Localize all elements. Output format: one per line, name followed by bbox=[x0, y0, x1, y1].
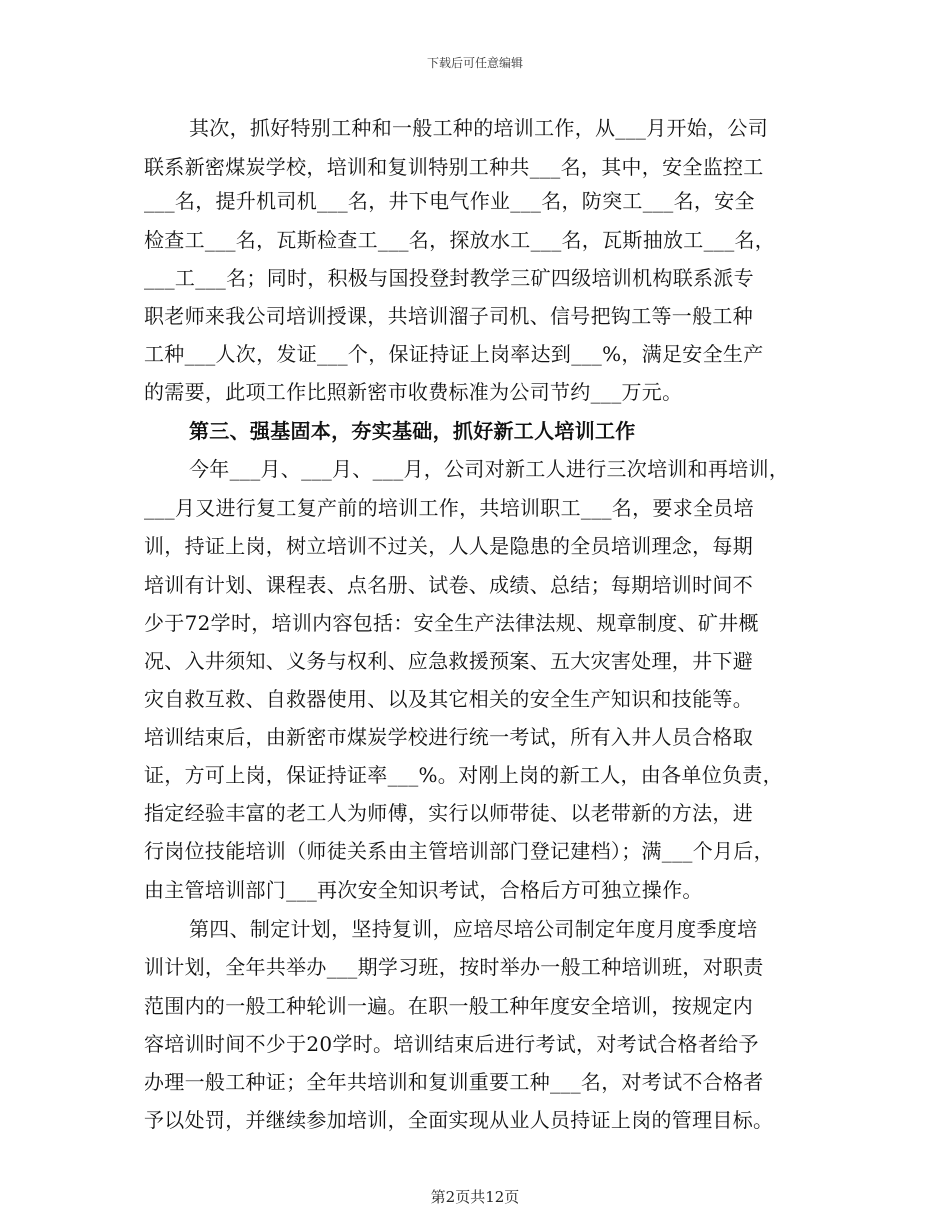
paragraph-line: 其次，抓好特别工种和一般工种的培训工作，从___月开始，公司 bbox=[189, 116, 768, 140]
paragraph-line: 工种___人次，发证___个，保证持证上岗率达到___%，满足安全生产 bbox=[144, 342, 764, 366]
paragraph-line: 范围内的一般工种轮训一遍。在职一般工种年度安全培训，按规定内 bbox=[144, 994, 753, 1018]
paragraph-line: 培训结束后，由新密市煤炭学校进行统一考试，所有入井人员合格取 bbox=[144, 725, 753, 749]
paragraph-line: 职老师来我公司培训授课，共培训溜子司机、信号把钩工等一般工种 bbox=[144, 304, 753, 328]
section-heading: 第三、强基固本，夯实基础，抓好新工人培训工作 bbox=[189, 419, 636, 443]
paragraph-line: 容培训时间不少于20学时。培训结束后进行考试，对考试合格者给予 bbox=[144, 1032, 759, 1056]
paragraph-line: 训，持证上岗，树立培训不过关，人人是隐患的全员培训理念，每期 bbox=[144, 534, 753, 558]
paragraph-line: 证，方可上岗，保证持证率___%。对刚上岗的新工人，由各单位负责， bbox=[144, 763, 783, 787]
paragraph-line: 行岗位技能培训（师徒关系由主管培训部门登记建档）；满___个月后， bbox=[144, 839, 774, 863]
paragraph-line: 培训有计划、课程表、点名册、试卷、成绩、总结；每期培训时间不 bbox=[144, 573, 753, 597]
paragraph-line: 检查工___名，瓦斯检查工___名，探放水工___名，瓦斯抽放工___名， bbox=[144, 228, 776, 252]
paragraph-line: 办理一般工种证；全年共培训和复训重要工种___名，对考试不合格者 bbox=[144, 1070, 764, 1094]
page-header: 下载后可任意编辑 bbox=[426, 56, 523, 70]
paragraph-line: 今年___月、___月、___月，公司对新工人进行三次培训和再培训， bbox=[189, 457, 790, 481]
paragraph-line: 由主管培训部门___再次安全知识考试，合格后方可独立操作。 bbox=[144, 878, 703, 902]
paragraph-line: ___工___名；同时，积极与国投登封教学三矿四级培训机构联系派专 bbox=[144, 266, 754, 290]
paragraph-line: 予以处罚，并继续参加培训，全面实现从业人员持证上岗的管理目标。 bbox=[144, 1108, 774, 1132]
paragraph-line: 灾自救互救、自救器使用、以及其它相关的安全生产知识和技能等。 bbox=[144, 687, 753, 711]
paragraph-line: ___名，提升机司机___名，井下电气作业___名，防突工___名，安全 bbox=[144, 189, 755, 213]
paragraph-line: 训计划，全年共举办___期学习班，按时举办一般工种培训班，对职责 bbox=[144, 955, 764, 979]
paragraph-line: 联系新密煤炭学校，培训和复训特别工种共___名，其中，安全监控工 bbox=[144, 155, 764, 179]
paragraph-line: 少于72学时，培训内容包括：安全生产法律法规、规章制度、矿井概 bbox=[144, 611, 759, 635]
paragraph-line: 的需要，此项工作比照新密市收费标准为公司节约___万元。 bbox=[144, 380, 683, 404]
page-footer: 第2页共12页 bbox=[430, 1188, 520, 1206]
paragraph-line: ___月又进行复工复产前的培训工作，共培训职工___名，要求全员培 bbox=[144, 496, 754, 520]
paragraph-line: 第四、制定计划，坚持复训，应培尽培公司制定年度月度季度培 bbox=[189, 917, 758, 941]
paragraph-line: 指定经验丰富的老工人为师傅，实行以师带徒、以老带新的方法，进 bbox=[144, 801, 753, 825]
paragraph-line: 况、入井须知、义务与权利、应急救援预案、五大灾害处理，井下避 bbox=[144, 649, 753, 673]
